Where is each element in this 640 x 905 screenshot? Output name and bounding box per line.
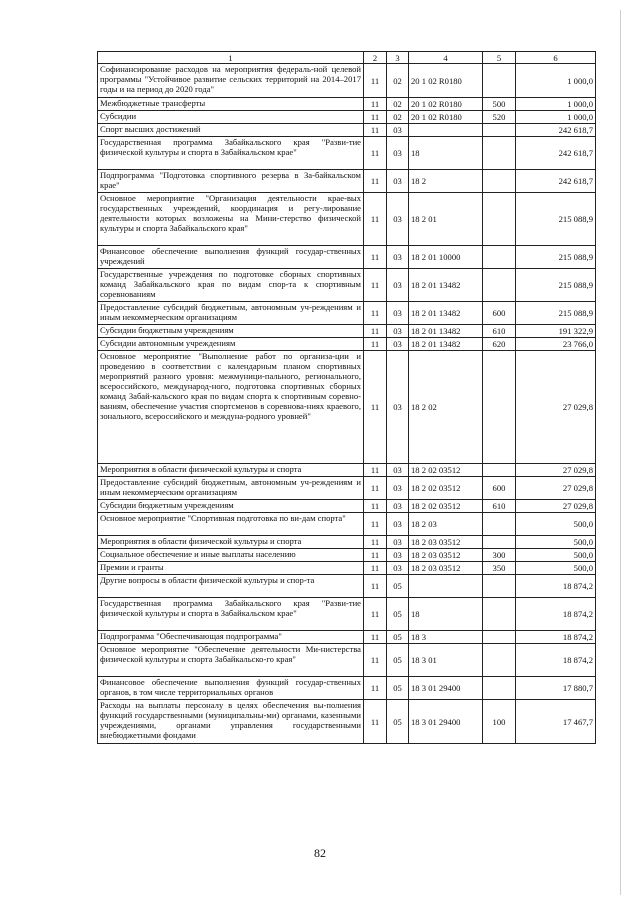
item-name-cell: Основное мероприятие "Организация деятельности крае-вых государственных учреждений, координация и регу-лирование деятельности которых возложены на Мини-стерство физической культуры и спорта Забайкальского края" bbox=[98, 193, 364, 246]
header-cell: 4 bbox=[409, 52, 483, 64]
amount-cell: 17 880,7 bbox=[516, 677, 596, 700]
subsection-code-cell: 05 bbox=[387, 631, 409, 644]
table-row bbox=[98, 64, 596, 98]
item-name-cell: Государственная программа Забайкальского края "Разви-тие физической культуры и спорта в Забайкальском крае" bbox=[98, 137, 364, 170]
section-code-cell: 11 bbox=[364, 575, 387, 598]
item-name-cell: Спорт высших достижений bbox=[98, 124, 364, 137]
expense-type-cell bbox=[483, 513, 516, 536]
target-article-cell: 18 3 bbox=[409, 631, 483, 644]
expense-type-cell bbox=[483, 644, 516, 677]
target-article-cell bbox=[409, 575, 483, 598]
expense-type-cell: 350 bbox=[483, 562, 516, 575]
target-article-cell: 18 2 bbox=[409, 170, 483, 193]
expense-type-cell: 600 bbox=[483, 477, 516, 500]
table-row bbox=[98, 513, 596, 536]
section-code-cell: 11 bbox=[364, 170, 387, 193]
amount-cell: 17 467,7 bbox=[516, 700, 596, 744]
section-code-cell: 11 bbox=[364, 193, 387, 246]
target-article-cell: 18 2 03 03512 bbox=[409, 562, 483, 575]
target-article-cell: 18 2 01 13482 bbox=[409, 338, 483, 351]
item-name-cell: Предоставление субсидий бюджетным, автономным уч-реждениям и иным некоммерческим организациям bbox=[98, 477, 364, 500]
page-number: 82 bbox=[314, 846, 326, 860]
target-article-cell: 18 2 01 13482 bbox=[409, 269, 483, 302]
expense-type-cell bbox=[483, 193, 516, 246]
table-row bbox=[98, 269, 596, 302]
section-code-cell: 11 bbox=[364, 98, 387, 111]
item-name-cell: Финансовое обеспечение выполнения функций государ-ственных органов, в том числе территориальных органов bbox=[98, 677, 364, 700]
expense-type-cell: 610 bbox=[483, 325, 516, 338]
subsection-code-cell: 05 bbox=[387, 598, 409, 631]
subsection-code-cell: 03 bbox=[387, 351, 409, 464]
amount-cell: 1 000,0 bbox=[516, 111, 596, 124]
target-article-cell: 18 2 02 03512 bbox=[409, 477, 483, 500]
table-row bbox=[98, 338, 596, 351]
target-article-cell: 18 3 01 bbox=[409, 644, 483, 677]
table-row bbox=[98, 124, 596, 137]
header-cell: 6 bbox=[516, 52, 596, 64]
item-name-cell: Софинансирование расходов на мероприятия федераль-ной целевой программы "Устойчивое развитие сельских территорий на 2014–2017 годы и на период до 2020 года" bbox=[98, 64, 364, 98]
section-code-cell: 11 bbox=[364, 325, 387, 338]
table-row bbox=[98, 246, 596, 269]
subsection-code-cell: 03 bbox=[387, 137, 409, 170]
target-article-cell: 18 2 01 10000 bbox=[409, 246, 483, 269]
section-code-cell: 11 bbox=[364, 338, 387, 351]
subsection-code-cell: 03 bbox=[387, 464, 409, 477]
table-row bbox=[98, 562, 596, 575]
subsection-code-cell: 03 bbox=[387, 269, 409, 302]
table-row bbox=[98, 137, 596, 170]
item-name-cell: Другие вопросы в области физической культуры и спор-та bbox=[98, 575, 364, 598]
subsection-code-cell: 05 bbox=[387, 644, 409, 677]
amount-cell: 500,0 bbox=[516, 562, 596, 575]
section-code-cell: 11 bbox=[364, 513, 387, 536]
target-article-cell: 18 2 02 bbox=[409, 351, 483, 464]
target-article-cell: 18 2 03 bbox=[409, 513, 483, 536]
subsection-code-cell: 02 bbox=[387, 111, 409, 124]
subsection-code-cell: 03 bbox=[387, 536, 409, 549]
table-row bbox=[98, 325, 596, 338]
amount-cell: 27 029,8 bbox=[516, 500, 596, 513]
section-code-cell: 11 bbox=[364, 351, 387, 464]
amount-cell: 215 088,9 bbox=[516, 193, 596, 246]
section-code-cell: 11 bbox=[364, 124, 387, 137]
expense-type-cell bbox=[483, 137, 516, 170]
item-name-cell: Государственная программа Забайкальского края "Разви-тие физической культуры и спорта в Забайкальском крае" bbox=[98, 598, 364, 631]
subsection-code-cell: 02 bbox=[387, 64, 409, 98]
subsection-code-cell: 03 bbox=[387, 325, 409, 338]
item-name-cell: Социальное обеспечение и иные выплаты населению bbox=[98, 549, 364, 562]
section-code-cell: 11 bbox=[364, 246, 387, 269]
expense-type-cell bbox=[483, 464, 516, 477]
expense-type-cell bbox=[483, 269, 516, 302]
item-name-cell: Основное мероприятие "Обеспечение деятельности Ми-нистерства физической культуры и спорта Забайкальско-го края" bbox=[98, 644, 364, 677]
target-article-cell: 18 2 03 03512 bbox=[409, 536, 483, 549]
subsection-code-cell: 03 bbox=[387, 338, 409, 351]
item-name-cell: Межбюджетные трансферты bbox=[98, 98, 364, 111]
item-name-cell: Премии и гранты bbox=[98, 562, 364, 575]
section-code-cell: 11 bbox=[364, 464, 387, 477]
item-name-cell: Предоставление субсидий бюджетным, автономным уч-реждениям и иным некоммерческим организациям bbox=[98, 302, 364, 325]
target-article-cell: 20 1 02 R0180 bbox=[409, 64, 483, 98]
table-row bbox=[98, 477, 596, 500]
subsection-code-cell: 02 bbox=[387, 98, 409, 111]
amount-cell: 215 088,9 bbox=[516, 302, 596, 325]
expense-type-cell bbox=[483, 575, 516, 598]
amount-cell: 1 000,0 bbox=[516, 98, 596, 111]
subsection-code-cell: 03 bbox=[387, 170, 409, 193]
target-article-cell: 20 1 02 R0180 bbox=[409, 111, 483, 124]
expense-type-cell bbox=[483, 124, 516, 137]
target-article-cell: 18 2 01 13482 bbox=[409, 325, 483, 338]
table-row bbox=[98, 500, 596, 513]
section-code-cell: 11 bbox=[364, 631, 387, 644]
table-row bbox=[98, 549, 596, 562]
header-cell: 5 bbox=[483, 52, 516, 64]
expense-type-cell: 500 bbox=[483, 98, 516, 111]
header-cell: 3 bbox=[387, 52, 409, 64]
amount-cell: 18 874,2 bbox=[516, 631, 596, 644]
target-article-cell: 20 1 02 R0180 bbox=[409, 98, 483, 111]
amount-cell: 191 322,9 bbox=[516, 325, 596, 338]
item-name-cell: Расходы на выплаты персоналу в целях обеспечения вы-полнения функций государственными (муниципальны-ми) органами, казенными учреждениями, органами управления государственными внебюджетными фондами bbox=[98, 700, 364, 744]
subsection-code-cell: 05 bbox=[387, 700, 409, 744]
amount-cell: 500,0 bbox=[516, 536, 596, 549]
target-article-cell: 18 bbox=[409, 137, 483, 170]
item-name-cell: Субсидии bbox=[98, 111, 364, 124]
table-row bbox=[98, 677, 596, 700]
amount-cell: 23 766,0 bbox=[516, 338, 596, 351]
amount-cell: 242 618,7 bbox=[516, 170, 596, 193]
subsection-code-cell: 03 bbox=[387, 562, 409, 575]
expense-type-cell: 300 bbox=[483, 549, 516, 562]
amount-cell: 18 874,2 bbox=[516, 575, 596, 598]
table-body bbox=[98, 64, 596, 744]
amount-cell: 18 874,2 bbox=[516, 644, 596, 677]
section-code-cell: 11 bbox=[364, 598, 387, 631]
item-name-cell: Финансовое обеспечение выполнения функций государ-ственных учреждений bbox=[98, 246, 364, 269]
section-code-cell: 11 bbox=[364, 677, 387, 700]
table-row bbox=[98, 302, 596, 325]
table-row bbox=[98, 111, 596, 124]
header-cell: 1 bbox=[98, 52, 364, 64]
amount-cell: 500,0 bbox=[516, 549, 596, 562]
item-name-cell: Мероприятия в области физической культуры и спорта bbox=[98, 464, 364, 477]
expense-type-cell bbox=[483, 598, 516, 631]
amount-cell: 242 618,7 bbox=[516, 124, 596, 137]
subsection-code-cell: 03 bbox=[387, 302, 409, 325]
section-code-cell: 11 bbox=[364, 536, 387, 549]
amount-cell: 242 618,7 bbox=[516, 137, 596, 170]
table-row bbox=[98, 644, 596, 677]
section-code-cell: 11 bbox=[364, 477, 387, 500]
table-row bbox=[98, 98, 596, 111]
item-name-cell: Субсидии бюджетным учреждениям bbox=[98, 500, 364, 513]
expense-type-cell: 620 bbox=[483, 338, 516, 351]
target-article-cell: 18 3 01 29400 bbox=[409, 700, 483, 744]
table-row bbox=[98, 700, 596, 744]
item-name-cell: Мероприятия в области физической культуры и спорта bbox=[98, 536, 364, 549]
section-code-cell: 11 bbox=[364, 111, 387, 124]
amount-cell: 27 029,8 bbox=[516, 477, 596, 500]
section-code-cell: 11 bbox=[364, 302, 387, 325]
subsection-code-cell: 03 bbox=[387, 500, 409, 513]
target-article-cell: 18 2 01 13482 bbox=[409, 302, 483, 325]
expense-type-cell bbox=[483, 351, 516, 464]
amount-cell: 500,0 bbox=[516, 513, 596, 536]
expense-type-cell bbox=[483, 64, 516, 98]
target-article-cell: 18 2 02 03512 bbox=[409, 464, 483, 477]
amount-cell: 215 088,9 bbox=[516, 246, 596, 269]
section-code-cell: 11 bbox=[364, 700, 387, 744]
table-row bbox=[98, 575, 596, 598]
expense-type-cell: 100 bbox=[483, 700, 516, 744]
expense-type-cell: 610 bbox=[483, 500, 516, 513]
item-name-cell: Субсидии автономным учреждениям bbox=[98, 338, 364, 351]
table-row bbox=[98, 598, 596, 631]
expense-type-cell bbox=[483, 170, 516, 193]
subsection-code-cell: 05 bbox=[387, 677, 409, 700]
subsection-code-cell: 05 bbox=[387, 575, 409, 598]
amount-cell: 27 029,8 bbox=[516, 464, 596, 477]
item-name-cell: Субсидии бюджетным учреждениям bbox=[98, 325, 364, 338]
amount-cell: 215 088,9 bbox=[516, 269, 596, 302]
subsection-code-cell: 03 bbox=[387, 193, 409, 246]
section-code-cell: 11 bbox=[364, 269, 387, 302]
expense-type-cell bbox=[483, 536, 516, 549]
subsection-code-cell: 03 bbox=[387, 124, 409, 137]
table-row bbox=[98, 351, 596, 464]
table-row bbox=[98, 464, 596, 477]
table-row bbox=[98, 536, 596, 549]
expense-type-cell bbox=[483, 246, 516, 269]
item-name-cell: Подпрограмма "Обеспечивающая подпрограмма" bbox=[98, 631, 364, 644]
subsection-code-cell: 03 bbox=[387, 477, 409, 500]
section-code-cell: 11 bbox=[364, 500, 387, 513]
target-article-cell: 18 2 02 03512 bbox=[409, 500, 483, 513]
amount-cell: 1 000,0 bbox=[516, 64, 596, 98]
section-code-cell: 11 bbox=[364, 562, 387, 575]
table-row bbox=[98, 631, 596, 644]
table-header-row bbox=[98, 52, 596, 64]
expense-type-cell bbox=[483, 631, 516, 644]
target-article-cell: 18 2 01 bbox=[409, 193, 483, 246]
expense-type-cell bbox=[483, 677, 516, 700]
scan-edge-line bbox=[620, 10, 621, 895]
item-name-cell: Основное мероприятие "Выполнение работ по организа-ции и проведению в соответствии с календарным планом спортивных мероприятий разного уровня: межмуници-пального, регионального, всероссийского, международ-ного, подготовка спортивных сборных команд Забай-кальского края по видам спорта к спортивным соревно-ваниям, обеспечение участия спортсменов в соревнова-ниях краевого, зонального, всероссийского и междуна-родного уровней" bbox=[98, 351, 364, 464]
target-article-cell bbox=[409, 124, 483, 137]
target-article-cell: 18 3 01 29400 bbox=[409, 677, 483, 700]
section-code-cell: 11 bbox=[364, 64, 387, 98]
subsection-code-cell: 03 bbox=[387, 549, 409, 562]
amount-cell: 18 874,2 bbox=[516, 598, 596, 631]
target-article-cell: 18 2 03 03512 bbox=[409, 549, 483, 562]
item-name-cell: Государственные учреждения по подготовке сборных спортивных команд Забайкальского края по видам спор-та к спортивным соревнованиям bbox=[98, 269, 364, 302]
table-row bbox=[98, 193, 596, 246]
expense-type-cell: 520 bbox=[483, 111, 516, 124]
subsection-code-cell: 03 bbox=[387, 513, 409, 536]
subsection-code-cell: 03 bbox=[387, 246, 409, 269]
amount-cell: 27 029,8 bbox=[516, 351, 596, 464]
target-article-cell: 18 bbox=[409, 598, 483, 631]
table-row bbox=[98, 170, 596, 193]
header-cell: 2 bbox=[364, 52, 387, 64]
expense-type-cell: 600 bbox=[483, 302, 516, 325]
item-name-cell: Подпрограмма "Подготовка спортивного резерва в За-байкальском крае" bbox=[98, 170, 364, 193]
section-code-cell: 11 bbox=[364, 644, 387, 677]
item-name-cell: Основное мероприятие "Спортивная подготовка по ви-дам спорта" bbox=[98, 513, 364, 536]
section-code-cell: 11 bbox=[364, 137, 387, 170]
budget-table bbox=[97, 51, 596, 744]
section-code-cell: 11 bbox=[364, 549, 387, 562]
